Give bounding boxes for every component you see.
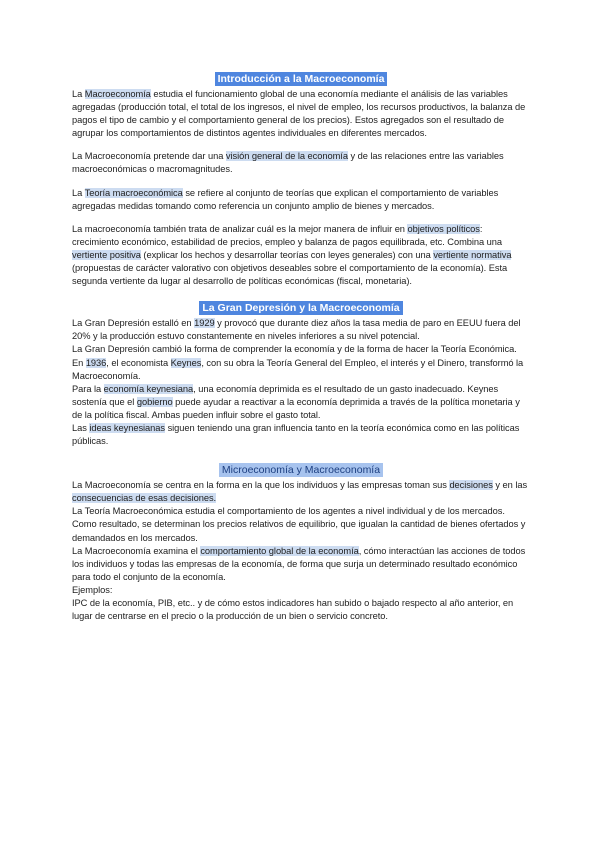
text: IPC de la economía, PIB, etc.. y de cómo estos indicadores han subido o bajado respecto al año anterior, en lugar de centrarse en el precio o la producción de un bien o servicio concreto. (72, 598, 514, 622)
text: La (72, 89, 85, 99)
highlighted-term: visión general de la economía (225, 151, 348, 162)
text: se refiere al conjunto de teorías que explican el comportamiento de variables agregadas medidas tomando como referencia un conjunto amplio de bienes y mercados. (72, 187, 499, 211)
text: y provocó que durante diez años la tasa media de paro en EEUU fuera del 20% y la producción estuvo constantemente en niveles inferiores a su nivel potencial. (72, 318, 521, 342)
paragraph (72, 545, 530, 584)
section-title: Microeconomía y Macroeconomía (219, 463, 383, 477)
text: , cómo interactúan las acciones de todos los individuos y todas las empresas de la economía, de forma que surja un determinado resultado económico para todo el conjunto de la economía. (72, 545, 526, 582)
paragraph (72, 223, 530, 288)
highlighted-term: vertiente positiva (72, 249, 141, 260)
highlighted-term: ideas keynesianas (89, 422, 166, 433)
paragraph (72, 584, 530, 597)
text: La Macroeconomía se centra en la forma en la que los individuos y las empresas toman sus (72, 480, 450, 491)
highlighted-term: Keynes (170, 357, 202, 368)
section-title: Introducción a la Macroeconomía (215, 72, 388, 86)
highlighted-term: Teoría macroeconómica (84, 187, 183, 198)
paragraph (72, 479, 530, 505)
text: La Macroeconomía pretende dar una (72, 151, 226, 162)
text: puede ayudar a reactivar a la economía deprimida a través de la política monetaria y de la política fiscal. Ambas pueden influir sobre el gasto total. (72, 396, 520, 420)
text: (explicar los hechos y desarrollar teorías con leyes generales) con una (140, 249, 434, 260)
text: y de las relaciones entre las variables macroeconómicas o macromagnitudes. (72, 151, 504, 175)
text: La macroeconomía también trata de analizar cuál es la mejor manera de influir en (72, 223, 408, 234)
text: La Gran Depresión estalló en (72, 318, 195, 329)
text: (propuestas de carácter valorativo con objetivos deseables sobre el comportamiento de la economía). Esta segunda vertiente da lugar al desarrollo de políticas económicas (fiscal, monetaria). (72, 263, 508, 287)
section-title-micro-macro (72, 462, 530, 477)
paragraph (72, 422, 530, 448)
section-title-intro (72, 71, 530, 86)
text: Ejemplos: (72, 584, 113, 595)
paragraph (72, 187, 530, 213)
paragraph (72, 383, 530, 422)
text: En (72, 357, 86, 368)
highlighted-term: Macroeconomía (84, 89, 151, 99)
paragraph (72, 150, 530, 176)
paragraph (72, 597, 530, 623)
highlighted-term: 1936 (85, 357, 107, 368)
text: , una economía deprimida es el resultado de un gasto inadecuado. Keynes sostenía que el (72, 383, 499, 407)
highlighted-term: 1929 (194, 318, 215, 329)
paragraph (72, 317, 530, 343)
highlighted-term: decisiones (449, 480, 493, 491)
text: La (72, 187, 85, 198)
paragraph (72, 357, 530, 383)
section-title-gran-depresion (72, 300, 530, 315)
text: : crecimiento económico, estabilidad de precios, empleo y balanza de pagos equilibrada, etc. Combina una (72, 223, 503, 247)
text: siguen teniendo una gran influencia tanto en la teoría económica como en las políticas públicas. (72, 422, 520, 447)
highlighted-term: economía keynesiana (103, 383, 194, 394)
section-title: La Gran Depresión y la Macroeconomía (199, 301, 402, 315)
text: Para la (72, 383, 104, 394)
highlighted-term: comportamiento global de la economía (200, 545, 359, 556)
paragraph (72, 505, 530, 544)
text: y en las (492, 480, 528, 491)
text: La Macroeconomía examina el (72, 545, 201, 556)
text: La Gran Depresión cambió la forma de comprender la economía y de la forma de hacer la Teoría Económica. (72, 344, 517, 355)
paragraph (72, 343, 530, 356)
highlighted-term: gobierno (136, 396, 173, 407)
text: Las (72, 422, 90, 433)
highlighted-term: objetivos políticos (407, 223, 480, 234)
highlighted-term: vertiente normativa (433, 249, 512, 260)
text: La Teoría Macroeconómica estudia el comportamiento de los agentes a nivel individual y de los mercados. Como resultado, se determinan los precios relativos de equilibrio, que igualan la cantidad de bienes ofertados y demandados en los mercados. (72, 506, 526, 543)
paragraph (72, 88, 530, 140)
text: estudia el funcionamiento global de una economía mediante el análisis de las variables agregadas (producción total, el total de los ingresos, el nivel de empleo, los recursos productivos, la balanza de pagos el tipo de cambio y el comportamiento general de los precios). Estos agregados son el resultado de agrupar los comportamientos de distintos agentes individuales en diferentes mercados. (72, 89, 526, 139)
highlighted-term: consecuencias de esas decisiones. (72, 493, 217, 504)
text: , el economista (106, 357, 171, 368)
text: , con su obra la Teoría General del Empleo, el interés y el Dinero, transformó la Macroeconomía. (72, 357, 524, 381)
